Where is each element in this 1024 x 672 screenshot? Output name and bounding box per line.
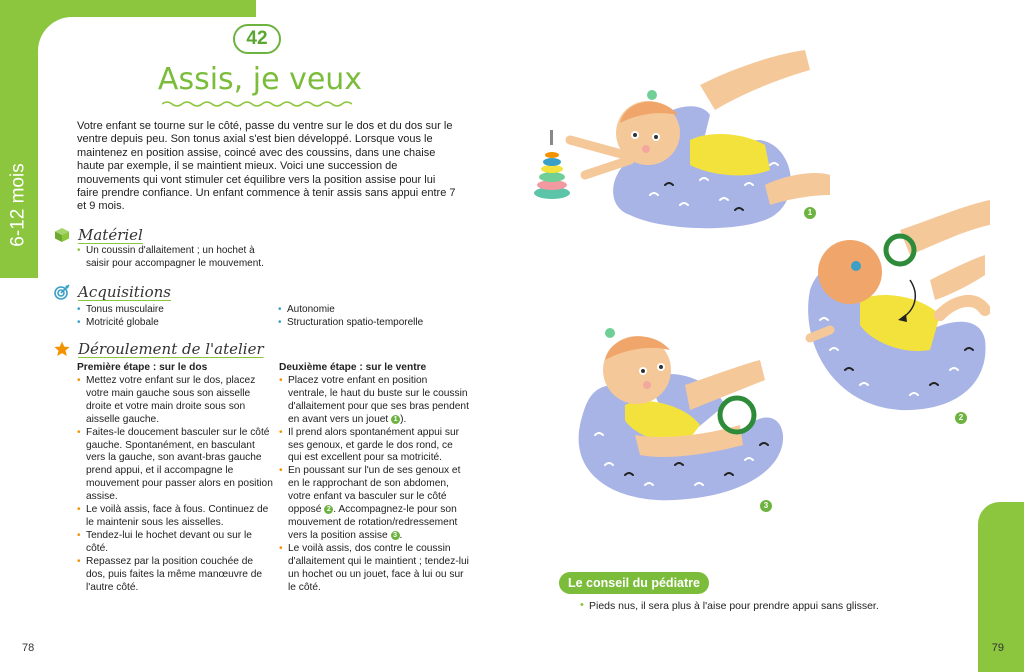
list-item: • Repassez par la position couchée de dos, puis faites la même manœuvre de l'autre côté. [77,556,273,595]
cube-icon [54,227,70,243]
illustration-baby-sitting [565,325,790,505]
materiel-list [77,245,277,270]
star-icon [54,341,70,357]
list-item: • Structuration spatio-temporelle [278,317,468,330]
title-underline [162,100,352,108]
advice-text: Pieds nus, il sera plus à l'aise pour prendre appui sans glisser. [589,600,879,612]
list-item: • Faites-le doucement basculer sur le côté gauche. Spontanément, en basculant vers la gauche, son avant-bras gauche prend appui, et il accompagne le mouvement pour passer alors en position assise. [77,427,273,504]
activity-number: 42 [233,24,281,54]
list-item: • Tonus musculaire [77,304,267,317]
list-item: • Un coussin d'allaitement ; un hochet à saisir pour accompagner le mouvement. [77,245,277,270]
page-title: Assis, je veux [157,62,363,97]
materiel-heading: Matériel [54,226,143,244]
list-item: • Mettez votre enfant sur le dos, placez votre main gauche sous son aisselle droite et votre main droite sous son aisselle gauche. [77,375,273,427]
acquisitions-list-2 [278,304,468,329]
figure-number: 2 [955,412,967,424]
list-item: • Autonomie [278,304,468,317]
step-2-title: Deuxième étape : sur le ventre [279,362,427,373]
deroulement-heading: Déroulement de l'atelier [54,340,264,358]
target-icon [54,284,70,300]
list-item: • Placez votre enfant en position ventrale, le haut du buste sur le coussin d'allaitement pour que ses bras pendent en avant vers un jouet 1 ). [279,375,469,427]
figure-ref: 2 [324,505,333,514]
figure-ref: 1 [391,415,400,424]
step-1-title: Première étape : sur le dos [77,362,208,373]
figure-ref: 3 [391,531,400,540]
list-item: • Le voilà assis, dos contre le coussin d'allaitement qui le maintient ; tendez-lui un hochet ou un jouet, face à lui ou sur le côté. [279,543,469,595]
step-2 [279,361,469,594]
illustration-baby-on-tummy [530,45,830,230]
page-number-left: 78 [22,642,35,654]
list-item: • Il prend alors spontanément appui sur ses genoux, et garde le dos rond, ce qui est excellent pour sa motricité. [279,427,469,466]
acquisitions-list-1 [77,304,267,329]
list-item: • Motricité globale [77,317,267,330]
figure-number: 1 [804,207,816,219]
intro-text: Votre enfant se tourne sur le côté, passe du ventre sur le dos et du dos sur le ventre depuis peu. Son tonus axial s'est bien développé. Lorsque vous le maintenez en position assise, coincé avec des coussins, dans une chaise haute par exemple, il se maintient mieux. Voici une succession de mouvements qui vont stimuler cet équilibre vers la position assise pour lui faire prendre confiance. Un enfant commence à tenir assis sans appui entre 7 et 9 mois. [77,120,456,213]
page-number-right: 79 [991,642,1004,654]
illustration-baby-rolling [790,200,990,415]
list-item: • Tendez-lui le hochet devant ou sur le côté. [77,530,273,556]
list-item: • Le voilà assis, face à fous. Continuez de le maintenir sous les aisselles. [77,504,273,530]
age-label: 6-12 mois [8,163,30,247]
advice-bullet: • [580,599,584,611]
acquisitions-heading: Acquisitions [54,283,171,301]
step-1 [77,361,273,594]
advice-badge: Le conseil du pédiatre [559,572,709,594]
figure-number: 3 [760,500,772,512]
list-item: • En poussant sur l'un de ses genoux et en le rapprochant de son abdomen, votre enfant va basculer sur le côté opposé 2 . Accompagnez-le pour son mouvement de rotation/redressement vers la position assise 3 . [279,465,469,542]
